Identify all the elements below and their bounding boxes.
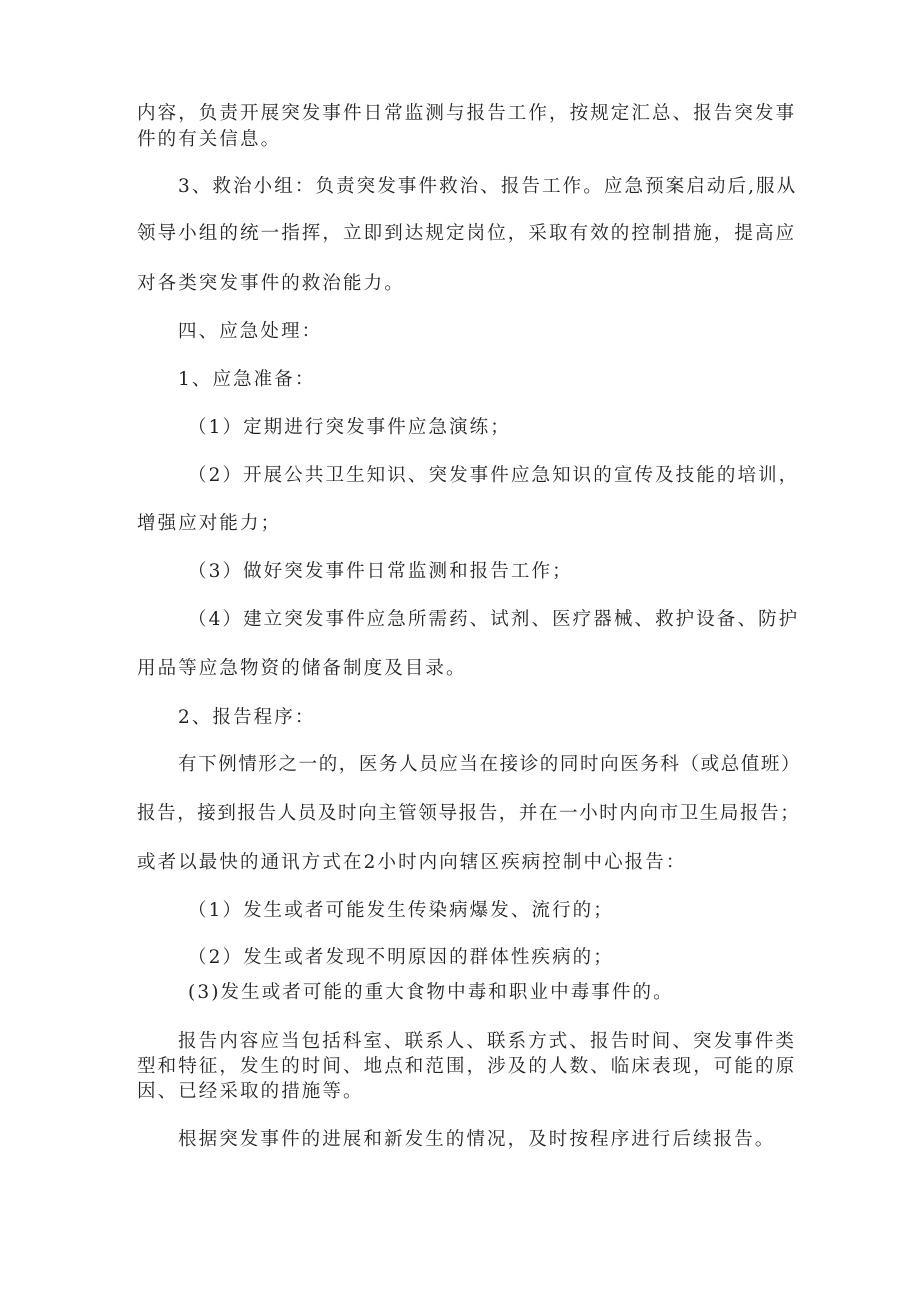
list-item-continuation: 增强应对能力；: [137, 513, 282, 534]
paragraph-line: 3、救治小组：负责突发事件救治、报告工作。应急预案启动后,服从: [178, 176, 798, 197]
paragraph-line: 内容，负责开展突发事件日常监测与报告工作，按规定汇总、报告突发事: [137, 103, 797, 124]
paragraph-line: 报告，接到报告人员及时向主管领导报告，并在一小时内向市卫生局报告；: [137, 803, 801, 824]
paragraph-line: 报告内容应当包括科室、联系人、联系方式、报告时间、突发事件类: [178, 1031, 797, 1052]
paragraph-line: 因、已经采取的措施等。: [137, 1081, 364, 1102]
list-item: （1）定期进行突发事件应急演练；: [188, 417, 511, 438]
paragraph-line: 领导小组的统一指挥，立即到达规定岗位，采取有效的控制措施，提高应: [137, 223, 797, 244]
list-item: (3)发生或者可能的重大食物中毒和职业中毒事件的。: [188, 982, 674, 1003]
list-item: （2）开展公共卫生知识、突发事件应急知识的宣传及技能的培训，: [188, 465, 800, 486]
paragraph-line: 或者以最快的通讯方式在2小时内向辖区疾病控制中心报告：: [137, 852, 687, 873]
paragraph-line: 对各类突发事件的救治能力。: [137, 273, 405, 294]
list-item-continuation: 用品等应急物资的储备制度及目录。: [137, 658, 467, 679]
subsection-heading: 1、应急准备：: [178, 369, 316, 390]
subsection-heading: 2、报告程序：: [178, 707, 316, 728]
list-item: （4）建立突发事件应急所需药、试剂、医疗器械、救护设备、防护: [188, 609, 800, 630]
list-item: （3）做好突发事件日常监测和报告工作；: [188, 561, 573, 582]
paragraph-line: 件的有关信息。: [137, 129, 282, 150]
paragraph-line: 根据突发事件的进展和新发生的情况，及时按程序进行后续报告。: [178, 1129, 776, 1150]
paragraph-line: 型和特征，发生的时间、地点和范围，涉及的人数、临床表现，可能的原: [137, 1056, 797, 1077]
section-heading: 四、应急处理：: [178, 321, 323, 342]
list-item: （2）发生或者发现不明原因的群体性疾病的；: [188, 947, 614, 968]
paragraph-line: 有下例情形之一的，医务人员应当在接诊的同时向医务科（或总值班）: [178, 754, 802, 775]
list-item: （1）发生或者可能发生传染病爆发、流行的；: [188, 900, 614, 921]
